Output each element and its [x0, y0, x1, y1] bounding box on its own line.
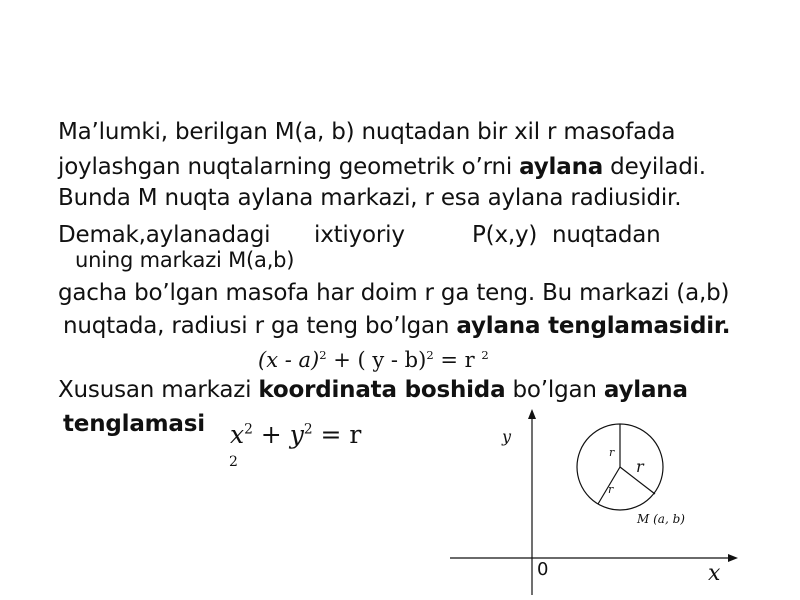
text-line-7-part-1: nuqtada, radiusi r ga teng bo’lgan [63, 313, 457, 339]
text-line-1 [58, 118, 675, 146]
term-tenglamasi: tenglamasi [63, 411, 205, 437]
formula2-exp-2: 2 [303, 421, 313, 438]
formula2-eq: = r [312, 420, 362, 449]
text-line-9 [63, 410, 205, 438]
y-axis-label: y [502, 427, 512, 446]
text-line-6 [58, 279, 729, 307]
text-line-6-content: gacha bo’lgan masofa har doim r ga teng. Bu markazi (a,b) [58, 280, 730, 306]
formula2-exp-1: 2 [244, 421, 253, 438]
text-line-7 [63, 312, 730, 340]
circle-coordinate-graph [440, 405, 760, 600]
term-koordinata-boshida: koordinata boshida [258, 377, 506, 403]
formula2-stray-exponent [229, 454, 238, 470]
graph-svg [440, 405, 760, 600]
radius-label-big: r [636, 457, 644, 476]
word-point-p: P(x,y) [472, 222, 538, 248]
center-label: M (a, b) [637, 512, 685, 526]
formula1-part-1: (x - a) [258, 348, 320, 372]
formula2-y: y [289, 420, 304, 449]
formula1-exp-1: 2 [319, 348, 327, 362]
text-line-5 [75, 248, 294, 272]
term-aylana-tenglamasidir: aylana tenglamasidir. [456, 313, 731, 339]
radius-label-small-1: r [609, 446, 615, 459]
circle-equation-origin [230, 420, 361, 449]
y-axis-arrow-icon [528, 409, 536, 419]
formula2-plus: + [252, 420, 290, 449]
word-demak: Demak,aylanadagi [58, 222, 271, 248]
x-axis-arrow-icon [728, 554, 738, 562]
term-aylana: aylana [519, 154, 604, 180]
text-line-8-part-3: bo’lgan [505, 377, 604, 403]
x-axis-label: x [708, 561, 721, 586]
word-ixtiyoriy: ixtiyoriy [314, 222, 405, 248]
radius-label-small-2: r [608, 483, 614, 496]
text-line-2-part-3: deyiladi. [603, 154, 706, 180]
origin-label: 0 [537, 559, 549, 580]
formula1-part-3: = r [433, 348, 482, 372]
circle-equation-general [258, 348, 489, 372]
term-aylana-2: aylana [603, 377, 688, 403]
text-line-1-content: Ma’lumki, berilgan M(a, b) nuqtadan bir xil r masofada [58, 119, 676, 145]
text-line-3-content: Bunda M nuqta aylana markazi, r esa aylana radiusidir. [58, 185, 682, 211]
text-line-8-part-1: Xususan markazi [58, 377, 259, 403]
text-line-3 [58, 184, 681, 212]
word-nuqtadan: nuqtadan [552, 222, 661, 248]
text-line-2-part-1: joylashgan nuqtalarning geometrik o’rni [58, 154, 520, 180]
formula2-stray: 2 [229, 454, 238, 470]
formula2-x: x [230, 420, 245, 449]
text-line-5-content: uning markazi M(a,b) [75, 248, 295, 272]
formula1-part-2: + ( y - b) [326, 348, 427, 372]
text-line-2 [58, 153, 706, 181]
formula1-exp-2: 2 [426, 348, 434, 362]
text-line-8 [58, 376, 688, 404]
formula1-exp-3: 2 [481, 348, 489, 362]
